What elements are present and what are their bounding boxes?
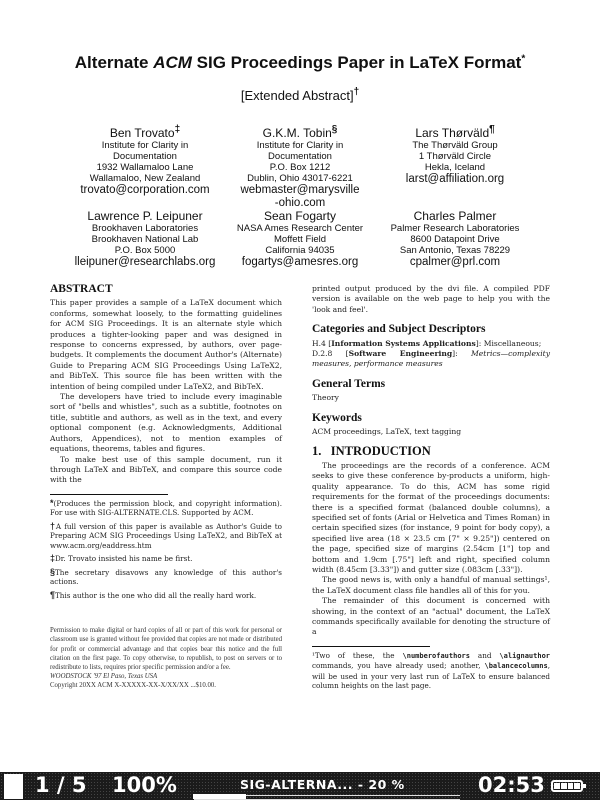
author-address: Hekla, Iceland (424, 162, 486, 173)
categories-heading: Categories and Subject Descriptors (312, 323, 486, 336)
abstract-paragraph: This paper provides a sample of a LaTeX document which conforms, somewhat loosely, to the formatting guidelines for ACM SIG Proceedings. It is an alternate style which produces a tighter-looking paper and was designed in response to concerns expressed, by authors, over page-budgets. It complements the document Author's (Alternate) Guide to Preparing ACM SIG Proceedings Using LaTeX2, and BibTeX. This source file has been written with the intention of being compiled under LaTeX2, and BibTeX. (50, 298, 282, 391)
intro-paragraph: The proceedings are the records of a conference. ACM seeks to give these conference by-products a uniform, high-quality appearance. To do this, ACM has some rigid requirements for the format of the proceedings documents: there is a specified format (balanced double columns), a specified set of fonts (Arial or Helvetica and Times Roman) in certain specified sizes (for instance, 9 point for body copy), a specified live area (18 × 23.5 cm [7" × 9.25"]) centered on the page, specified size of margins (2.54cm [1"] top and bottom and 1.9cm [.75"] left and right, specified column width (8.45cm [3.33"]) and gutter size (.083cm [.33"]). (312, 460, 550, 574)
footnote (312, 651, 550, 691)
authors-row-2 (70, 209, 530, 269)
footnote-text: ¹Two of these, the (312, 650, 403, 660)
category-code: D.2.8 [ (312, 349, 349, 359)
author-name: Sean Fogarty (263, 209, 337, 223)
author-name: G.K.M. Tobin (262, 126, 332, 140)
author-address: P.O. Box 1212 (269, 162, 331, 173)
document-name: SIG-ALTERNA... (240, 777, 353, 792)
author-name: Ben Trovato (109, 126, 175, 140)
author-address: Moffett Field (273, 234, 327, 245)
category-sep: ]: (452, 349, 471, 359)
venue-text: WOODSTOCK '97 El Paso, Texas USA (50, 673, 158, 681)
category-sub: ]: Miscellaneous; (475, 338, 542, 348)
author-address: 1932 Wallamaloo Lane (96, 162, 194, 173)
page-indicator[interactable]: 1 / 5 (35, 773, 87, 797)
author-affiliation: NASA Ames Research Center (236, 223, 364, 234)
author-name: Charles Palmer (413, 209, 497, 223)
category-name: Software Engineering (348, 349, 453, 359)
footnote-text: commands, you have already used; another, (312, 661, 485, 671)
author-block (70, 209, 220, 269)
author-address: California 94035 (265, 245, 335, 256)
footnote (50, 568, 282, 587)
paper-title (0, 53, 600, 73)
footnote-mark: ¶ (50, 589, 56, 600)
paper-subtitle (0, 88, 600, 103)
author-block (380, 126, 530, 210)
author-email: fogartys@amesres.org (241, 256, 359, 268)
author-affiliation: Documentation (113, 151, 177, 162)
abstract-heading: ABSTRACT (50, 283, 113, 295)
author-email: larst@affiliation.org (405, 173, 505, 185)
progress-fill (193, 794, 246, 799)
copyright-text: Copyright 20XX ACM X-XXXXX-XX-X/XX/XX ...$10.00. (50, 682, 216, 690)
battery-cell (554, 783, 560, 789)
author-address: Dublin, Ohio 43017-6221 (247, 173, 353, 184)
title-text: Alternate (74, 53, 154, 72)
keywords-text: ACM proceedings, LaTeX, text tagging (312, 427, 462, 437)
author-address: 8600 Datapoint Drive (410, 234, 500, 245)
title-text-rest: SIG Proceedings Paper in LaTeX Format (191, 53, 522, 72)
author-address: Wallamaloo, New Zealand (89, 173, 201, 184)
battery-cell (561, 783, 567, 789)
footnote-code: \balancecolumns (484, 662, 548, 671)
abstract-paragraph: To make best use of this sample document, run it through LaTeX and BibTeX, and compare this source code with the (50, 454, 282, 485)
author-affiliation: Documentation (268, 151, 332, 162)
author-address: 1 Thørväld Circle (418, 151, 492, 162)
subtitle-footnote-mark: † (353, 86, 360, 98)
author-block (225, 209, 375, 269)
author-affiliation: Institute for Clarity in (101, 140, 189, 151)
abstract-paragraph: The developers have tried to include every imaginable sort of "bells and whistles", such as a subtitle, footnotes on title, subtitle and authors, as well as in the text, and every optional component (e.g. Acknowledgments, Additional Authors, Appendices), not to mention examples of equations, theorems, tables and figures. (50, 392, 282, 454)
progress-percent: - 20 % (352, 777, 405, 792)
categories-line (312, 349, 550, 370)
footnote-code: \numberofauthors (402, 651, 470, 660)
battery-cell (574, 783, 580, 789)
right-column (312, 284, 550, 695)
author-block (380, 209, 530, 269)
footnote (50, 499, 282, 518)
footnote-mark: † (50, 520, 56, 531)
footnote-text: , will be used in your very last run of LaTeX to ensure balanced column heights on the last page. (312, 661, 550, 691)
reader-status-bar (0, 772, 600, 800)
footnote-rule (312, 646, 430, 647)
permission-block (50, 626, 282, 690)
author-address: San Antonio, Texas 78229 (399, 245, 511, 256)
footnote-code: \alignauthor (499, 651, 550, 660)
footnote-text: This author is the one who did all the really hard work. (55, 590, 257, 600)
footnote-mark: * (50, 497, 54, 508)
footnote (50, 591, 282, 601)
author-block (225, 126, 375, 210)
abstract-paragraph-continued: printed output produced by the dvi file. A compiled PDF version is available on the web page to help you with the 'look and feel'. (312, 284, 550, 314)
footnote (50, 554, 282, 564)
author-name: Lawrence P. Leipuner (87, 209, 203, 223)
left-column (50, 284, 282, 691)
category-code: H.4 [ (312, 338, 332, 348)
author-footnote-mark: ‡ (174, 124, 181, 135)
footnote-mark: ‡ (50, 553, 56, 564)
footnote-text: A full version of this paper is available as Author's Guide to Preparing ACM SIG Proceedings Using LaTeX2, and BibTeX at www.acm.org/eaddress.htm (50, 521, 283, 550)
footnote-text: Dr. Trovato insisted his name be first. (55, 554, 193, 564)
footnote-rule (50, 494, 168, 495)
author-email: cpalmer@prl.com (409, 256, 501, 268)
author-affiliation: Brookhaven National Lab (91, 234, 199, 245)
author-email: trovato@corporation.com (80, 184, 210, 196)
category-name: Information Systems Applications (331, 338, 476, 348)
author-affiliation: Palmer Research Laboratories (390, 223, 520, 234)
author-affiliation: The Thørväld Group (412, 140, 498, 151)
menu-block-icon[interactable] (4, 774, 23, 799)
categories-line (312, 339, 550, 349)
footnote-text: (Produces the permission block, and copyright information). For use with SIG-ALTERNATE.CLS. Supported by ACM. (50, 498, 282, 518)
author-footnote-mark: ¶ (489, 124, 495, 135)
author-affiliation: Institute for Clarity in (256, 140, 344, 151)
clock: 02:53 (478, 773, 545, 797)
author-block (70, 126, 220, 210)
author-affiliation: Brookhaven Laboratories (91, 223, 199, 234)
general-terms-text: Theory (312, 393, 339, 403)
author-address: P.O. Box 5000 (114, 245, 176, 256)
author-email: lleipuner@researchlabs.org (74, 256, 216, 268)
category-sub: Metrics—complexity measures, performance measures (312, 349, 550, 369)
footnote (50, 522, 282, 551)
battery-icon (551, 780, 583, 792)
footnote-text: and (469, 650, 500, 660)
intro-paragraph: The remainder of this document is concerned with showing, in the context of an "actual" document, the LaTeX commands specifically available for denoting the structure of a (312, 596, 550, 637)
keywords-heading: Keywords (312, 411, 362, 424)
subtitle-text: [Extended Abstract] (240, 88, 354, 103)
footnote-mark: § (50, 566, 56, 577)
general-terms-heading: General Terms (312, 377, 386, 390)
author-email: webmaster@marysville-ohio.com (240, 184, 360, 209)
zoom-level[interactable]: 100% (112, 773, 177, 797)
intro-paragraph: The good news is, with only a handful of manual settings¹, the LaTeX document class file handles all of this for you. (312, 575, 550, 595)
introduction-heading: 1. INTRODUCTION (312, 444, 431, 459)
author-footnote-mark: § (331, 124, 338, 135)
title-emphasis: ACM (153, 53, 192, 72)
title-footnote-mark: * (521, 53, 526, 65)
author-name: Lars Thørväld (415, 126, 490, 140)
permission-text: Permission to make digital or hard copies of all or part of this work for personal or classroom use is granted without fee provided that copies are not made or distributed for profit or commercial advantage and that copies bear this notice and the full citation on the first page. To copy otherwise, to republish, to post on servers or to redistribute to lists, requires prior specific permission and/or a fee. (50, 627, 282, 672)
authors-row-1 (70, 126, 530, 210)
battery-cell (568, 783, 574, 789)
document-progress-label (240, 777, 405, 792)
footnote-text: The secretary disavows any knowledge of this author's actions. (50, 567, 282, 587)
